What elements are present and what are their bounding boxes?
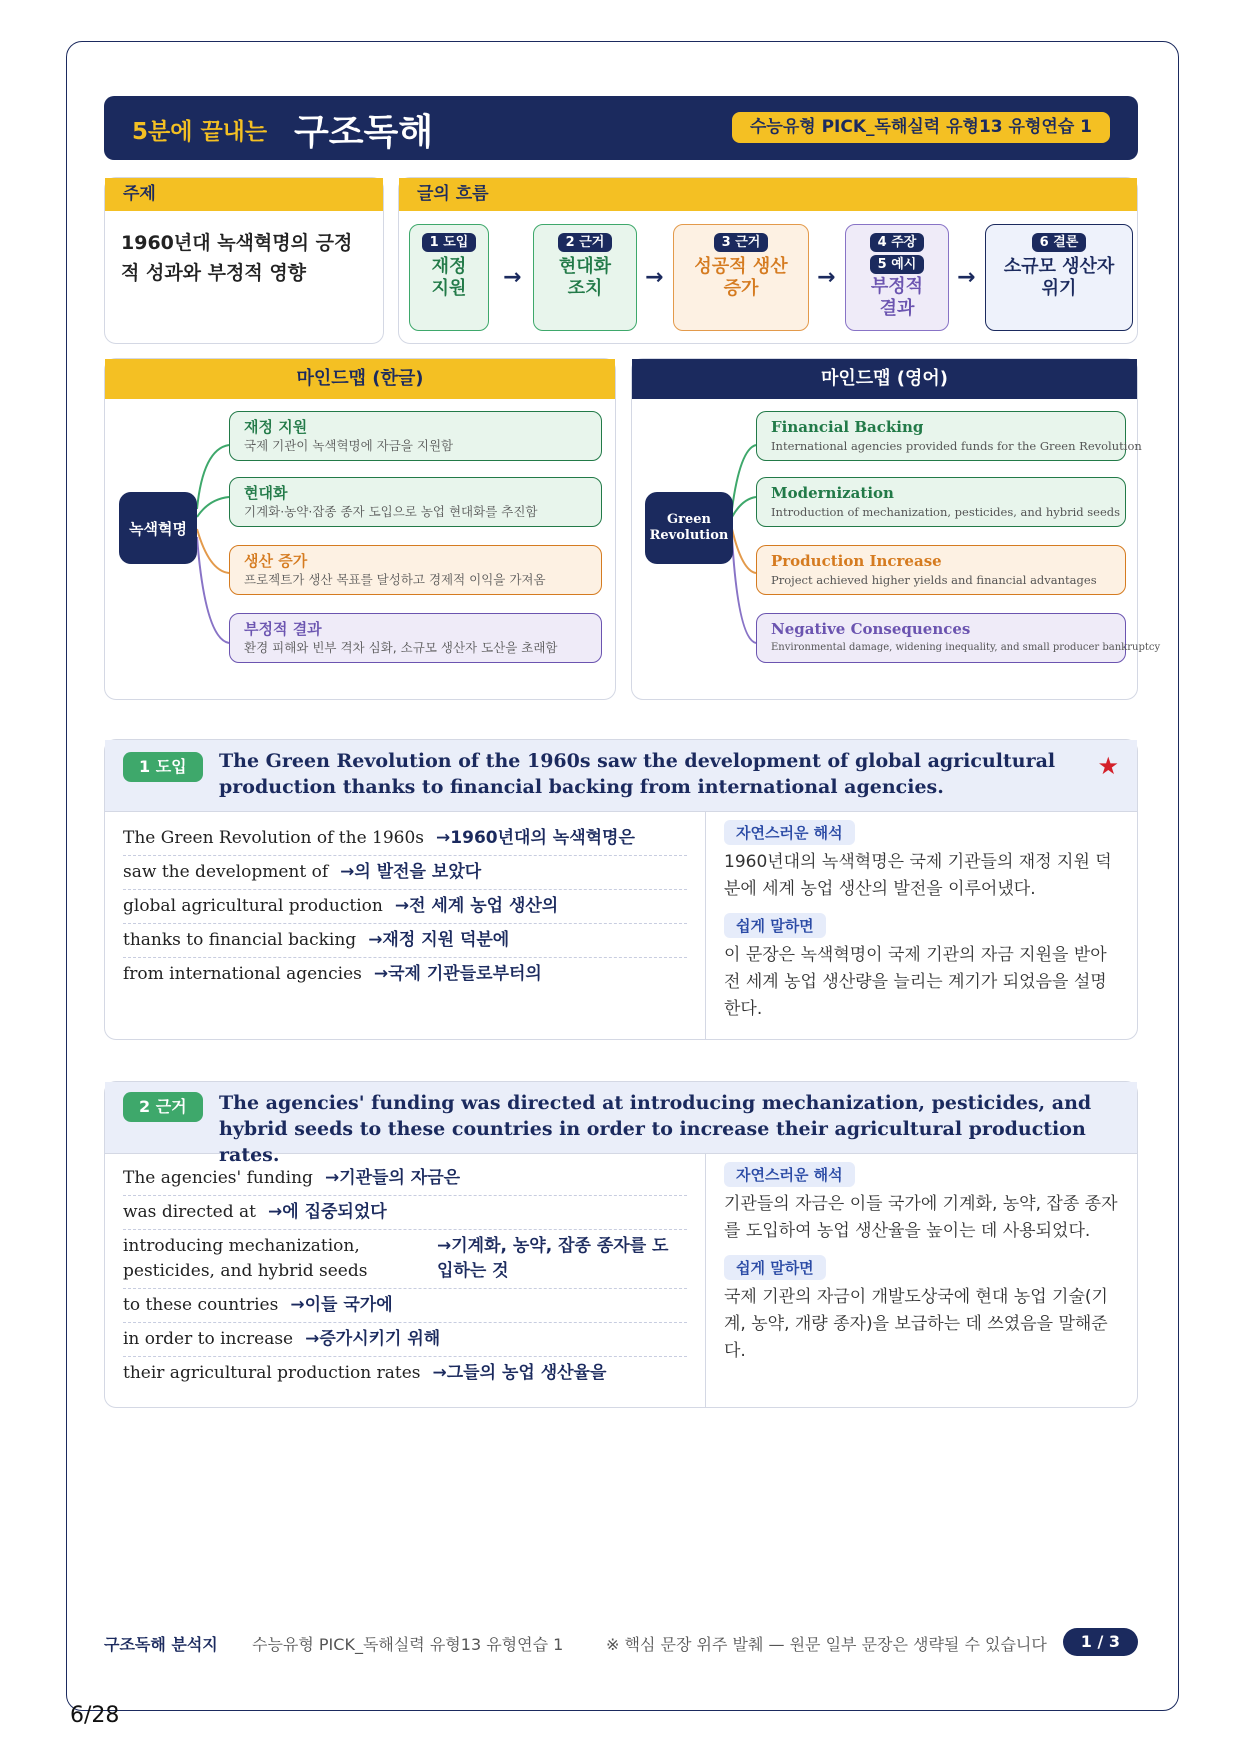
- step-tag: 4 주장: [870, 233, 925, 252]
- flow-arrow-icon: →: [645, 265, 664, 290]
- natural-label: 자연스러운 해석: [724, 820, 855, 845]
- footer-source: 수능유형 PICK_독해실력 유형13 유형연습 1: [252, 1635, 564, 1654]
- flow-arrow-icon: →: [957, 265, 976, 290]
- mindmap-kr-label: 마인드맵 (한글): [105, 359, 615, 399]
- mindmap-node: [229, 545, 602, 595]
- footer-note: ※ 핵심 문장 위주 발췌 — 원문 일부 문장은 생략될 수 있습니다: [606, 1635, 1047, 1654]
- chunk-list: [105, 822, 705, 991]
- chunk-list: [105, 1162, 705, 1390]
- node-title: Financial Backing: [771, 418, 924, 436]
- chunk-en: saw the development of: [123, 862, 329, 882]
- chunk-en: The agencies' funding: [123, 1168, 313, 1188]
- step-tag: 6 결론: [1032, 233, 1087, 252]
- chunk-row: [123, 1357, 687, 1390]
- easy-text: 이 문장은 녹색혁명이 국제 기관의 자금 지원을 받아 전 세계 농업 생산량을 늘리는 계기가 되었음을 설명한다.: [724, 945, 1107, 1019]
- sentence-section-1: [104, 739, 1138, 1040]
- step-tag: 3 근거: [714, 233, 769, 252]
- step-label: 소규모 생산자 위기: [1003, 256, 1115, 299]
- chunk-row: [123, 1289, 687, 1323]
- node-title: 생산 증가: [244, 552, 308, 570]
- page-counter: 6/28: [70, 1703, 120, 1728]
- chunk-kr: →재정 지원 덕분에: [368, 930, 510, 950]
- node-desc: 환경 피해와 빈부 격차 심화, 소규모 생산자 도산을 초래함: [244, 640, 558, 655]
- mindmap-node: [756, 411, 1142, 461]
- chunk-kr: →의 발전을 보았다: [340, 862, 482, 882]
- mindmap-node: [756, 477, 1126, 527]
- mindmap-english: [631, 358, 1161, 700]
- chunk-kr: →그들의 농업 생산율을: [432, 1363, 607, 1383]
- chunk-kr: →이들 국가에: [290, 1295, 393, 1315]
- chunk-row: [123, 822, 687, 856]
- chunk-kr: →증가시키기 위해: [305, 1329, 441, 1349]
- mindmap-node: [756, 613, 1161, 663]
- page-footer: [104, 1628, 1138, 1658]
- mindmap-kr-center: 녹색혁명: [119, 492, 197, 564]
- node-desc: Environmental damage, widening inequality, and small producer bankruptcy: [771, 642, 1161, 653]
- mindmap-node: [229, 411, 602, 461]
- chunk-row: [123, 856, 687, 890]
- chunk-en: The Green Revolution of the 1960s: [123, 828, 425, 848]
- mindmap-en-label: 마인드맵 (영어): [632, 359, 1137, 399]
- node-desc: International agencies provided funds for the Green Revolution: [771, 439, 1142, 453]
- node-desc: Introduction of mechanization, pesticides, and hybrid seeds: [771, 505, 1121, 519]
- topic-box: [104, 177, 384, 344]
- chunk-kr: →에 집중되었다: [268, 1202, 387, 1222]
- chunk-row: [123, 1323, 687, 1357]
- chunk-kr: →국제 기관들로부터의: [373, 964, 542, 984]
- flow-step: [985, 224, 1133, 331]
- topic-text: 1960년대 녹색혁명의 긍정적 성과와 부정적 영향: [121, 232, 353, 284]
- natural-text: 기관들의 자금은 이들 국가에 기계화, 농약, 잡종 종자를 도입하여 농업 생산율을 높이는 데 사용되었다.: [724, 1194, 1118, 1241]
- header-title: 구조독해: [294, 112, 434, 153]
- topic-label: 주제: [105, 178, 383, 211]
- node-title: 재정 지원: [244, 418, 308, 436]
- header-subtitle: 5분에 끝내는: [132, 119, 268, 145]
- step-tag: 1 도입: [422, 233, 477, 252]
- node-title: 현대화: [244, 484, 288, 502]
- step-label: 성공적 생산 증가: [694, 256, 788, 299]
- mindmap-node: [756, 545, 1126, 595]
- sentence-section-2: [104, 1081, 1138, 1408]
- chunk-row: [123, 924, 687, 958]
- node-title: Production Increase: [771, 552, 942, 570]
- node-desc: 국제 기관이 녹색혁명에 자금을 지원함: [244, 438, 454, 453]
- node-title: Modernization: [771, 484, 894, 502]
- flow-box: [398, 177, 1138, 344]
- chunk-kr: →기계화, 농약, 잡종 종자를 도입하는 것: [437, 1236, 669, 1281]
- chunk-en: was directed at: [123, 1202, 256, 1222]
- step-tag: 5 예시: [870, 255, 925, 274]
- node-desc: Project achieved higher yields and financial advantages: [771, 573, 1097, 587]
- chunk-en: thanks to financial backing: [123, 930, 357, 950]
- mindmap-node: [229, 477, 602, 527]
- section-sentence: The agencies' funding was directed at introducing mechanization, pesticides, and hybrid seeds to these countries in order to increase their agricultural production rates.: [219, 1092, 1092, 1166]
- mindmap-en-center: Green Revolution: [645, 492, 733, 564]
- flow-step: [533, 224, 637, 331]
- chunk-row: [123, 890, 687, 924]
- natural-label: 자연스러운 해석: [724, 1162, 855, 1187]
- section-tag: 2 근거: [123, 1092, 203, 1122]
- chunk-en: to these countries: [123, 1295, 279, 1315]
- step-label: 현대화 조치: [558, 256, 612, 299]
- natural-text: 1960년대의 녹색혁명은 국제 기관들의 재정 지원 덕분에 세계 농업 생산의 발전을 이루어냈다.: [724, 852, 1112, 899]
- node-desc: 기계화·농약·잡종 종자 도입으로 농업 현대화를 추진함: [244, 504, 538, 519]
- chunk-row: [123, 1230, 687, 1289]
- mindmap-node: [229, 613, 602, 663]
- chunk-en: in order to increase: [123, 1329, 294, 1349]
- star-icon: ★: [1097, 752, 1119, 780]
- step-tag: 2 근거: [558, 233, 613, 252]
- flow-arrow-icon: →: [817, 265, 836, 290]
- node-title: 부정적 결과: [244, 620, 322, 638]
- page-header: [104, 96, 1138, 160]
- flow-label: 글의 흐름: [399, 178, 1137, 211]
- chunk-en: from international agencies: [123, 964, 362, 984]
- easy-label: 쉽게 말하면: [724, 913, 826, 938]
- step-label: 부정적 결과: [870, 276, 924, 319]
- node-title: Negative Consequences: [771, 620, 971, 638]
- section-tag: 1 도입: [123, 752, 203, 782]
- chunk-en: global agricultural production: [123, 896, 383, 916]
- page-indicator: 1 / 3: [1063, 1628, 1138, 1656]
- chunk-kr: →1960년대의 녹색혁명은: [436, 828, 635, 848]
- flow-arrow-icon: →: [503, 265, 522, 290]
- mindmap-korean: [104, 358, 616, 700]
- chunk-row: [123, 1196, 687, 1230]
- chunk-en: introducing mechanization, pesticides, and hybrid seeds: [123, 1236, 368, 1281]
- easy-label: 쉽게 말하면: [724, 1255, 826, 1280]
- easy-text: 국제 기관의 자금이 개발도상국에 현대 농업 기술(기계, 농약, 개량 종자)을 보급하는 데 쓰였음을 말해준다.: [724, 1287, 1108, 1361]
- step-label: 재정 지원: [431, 256, 467, 299]
- interpretation-panel: [705, 1154, 1137, 1407]
- flow-step: [409, 224, 489, 331]
- interpretation-panel: [705, 812, 1137, 1039]
- node-desc: 프로젝트가 생산 목표를 달성하고 경제적 이익을 가져옴: [244, 572, 546, 587]
- flow-step: [673, 224, 809, 331]
- section-header: [105, 740, 1137, 812]
- flow-step: [845, 224, 949, 331]
- chunk-row: [123, 1162, 687, 1196]
- section-sentence: The Green Revolution of the 1960s saw the development of global agricultural production thanks to financial backing from international agencies.: [219, 750, 1056, 798]
- source-badge: 수능유형 PICK_독해실력 유형13 유형연습 1: [732, 112, 1110, 143]
- chunk-row: [123, 958, 687, 991]
- section-header: [105, 1082, 1137, 1166]
- chunk-kr: →전 세계 농업 생산의: [394, 896, 559, 916]
- chunk-kr: →기관들의 자금은: [324, 1168, 461, 1188]
- chunk-en: their agricultural production rates: [123, 1363, 421, 1383]
- footer-title: 구조독해 분석지: [104, 1635, 218, 1654]
